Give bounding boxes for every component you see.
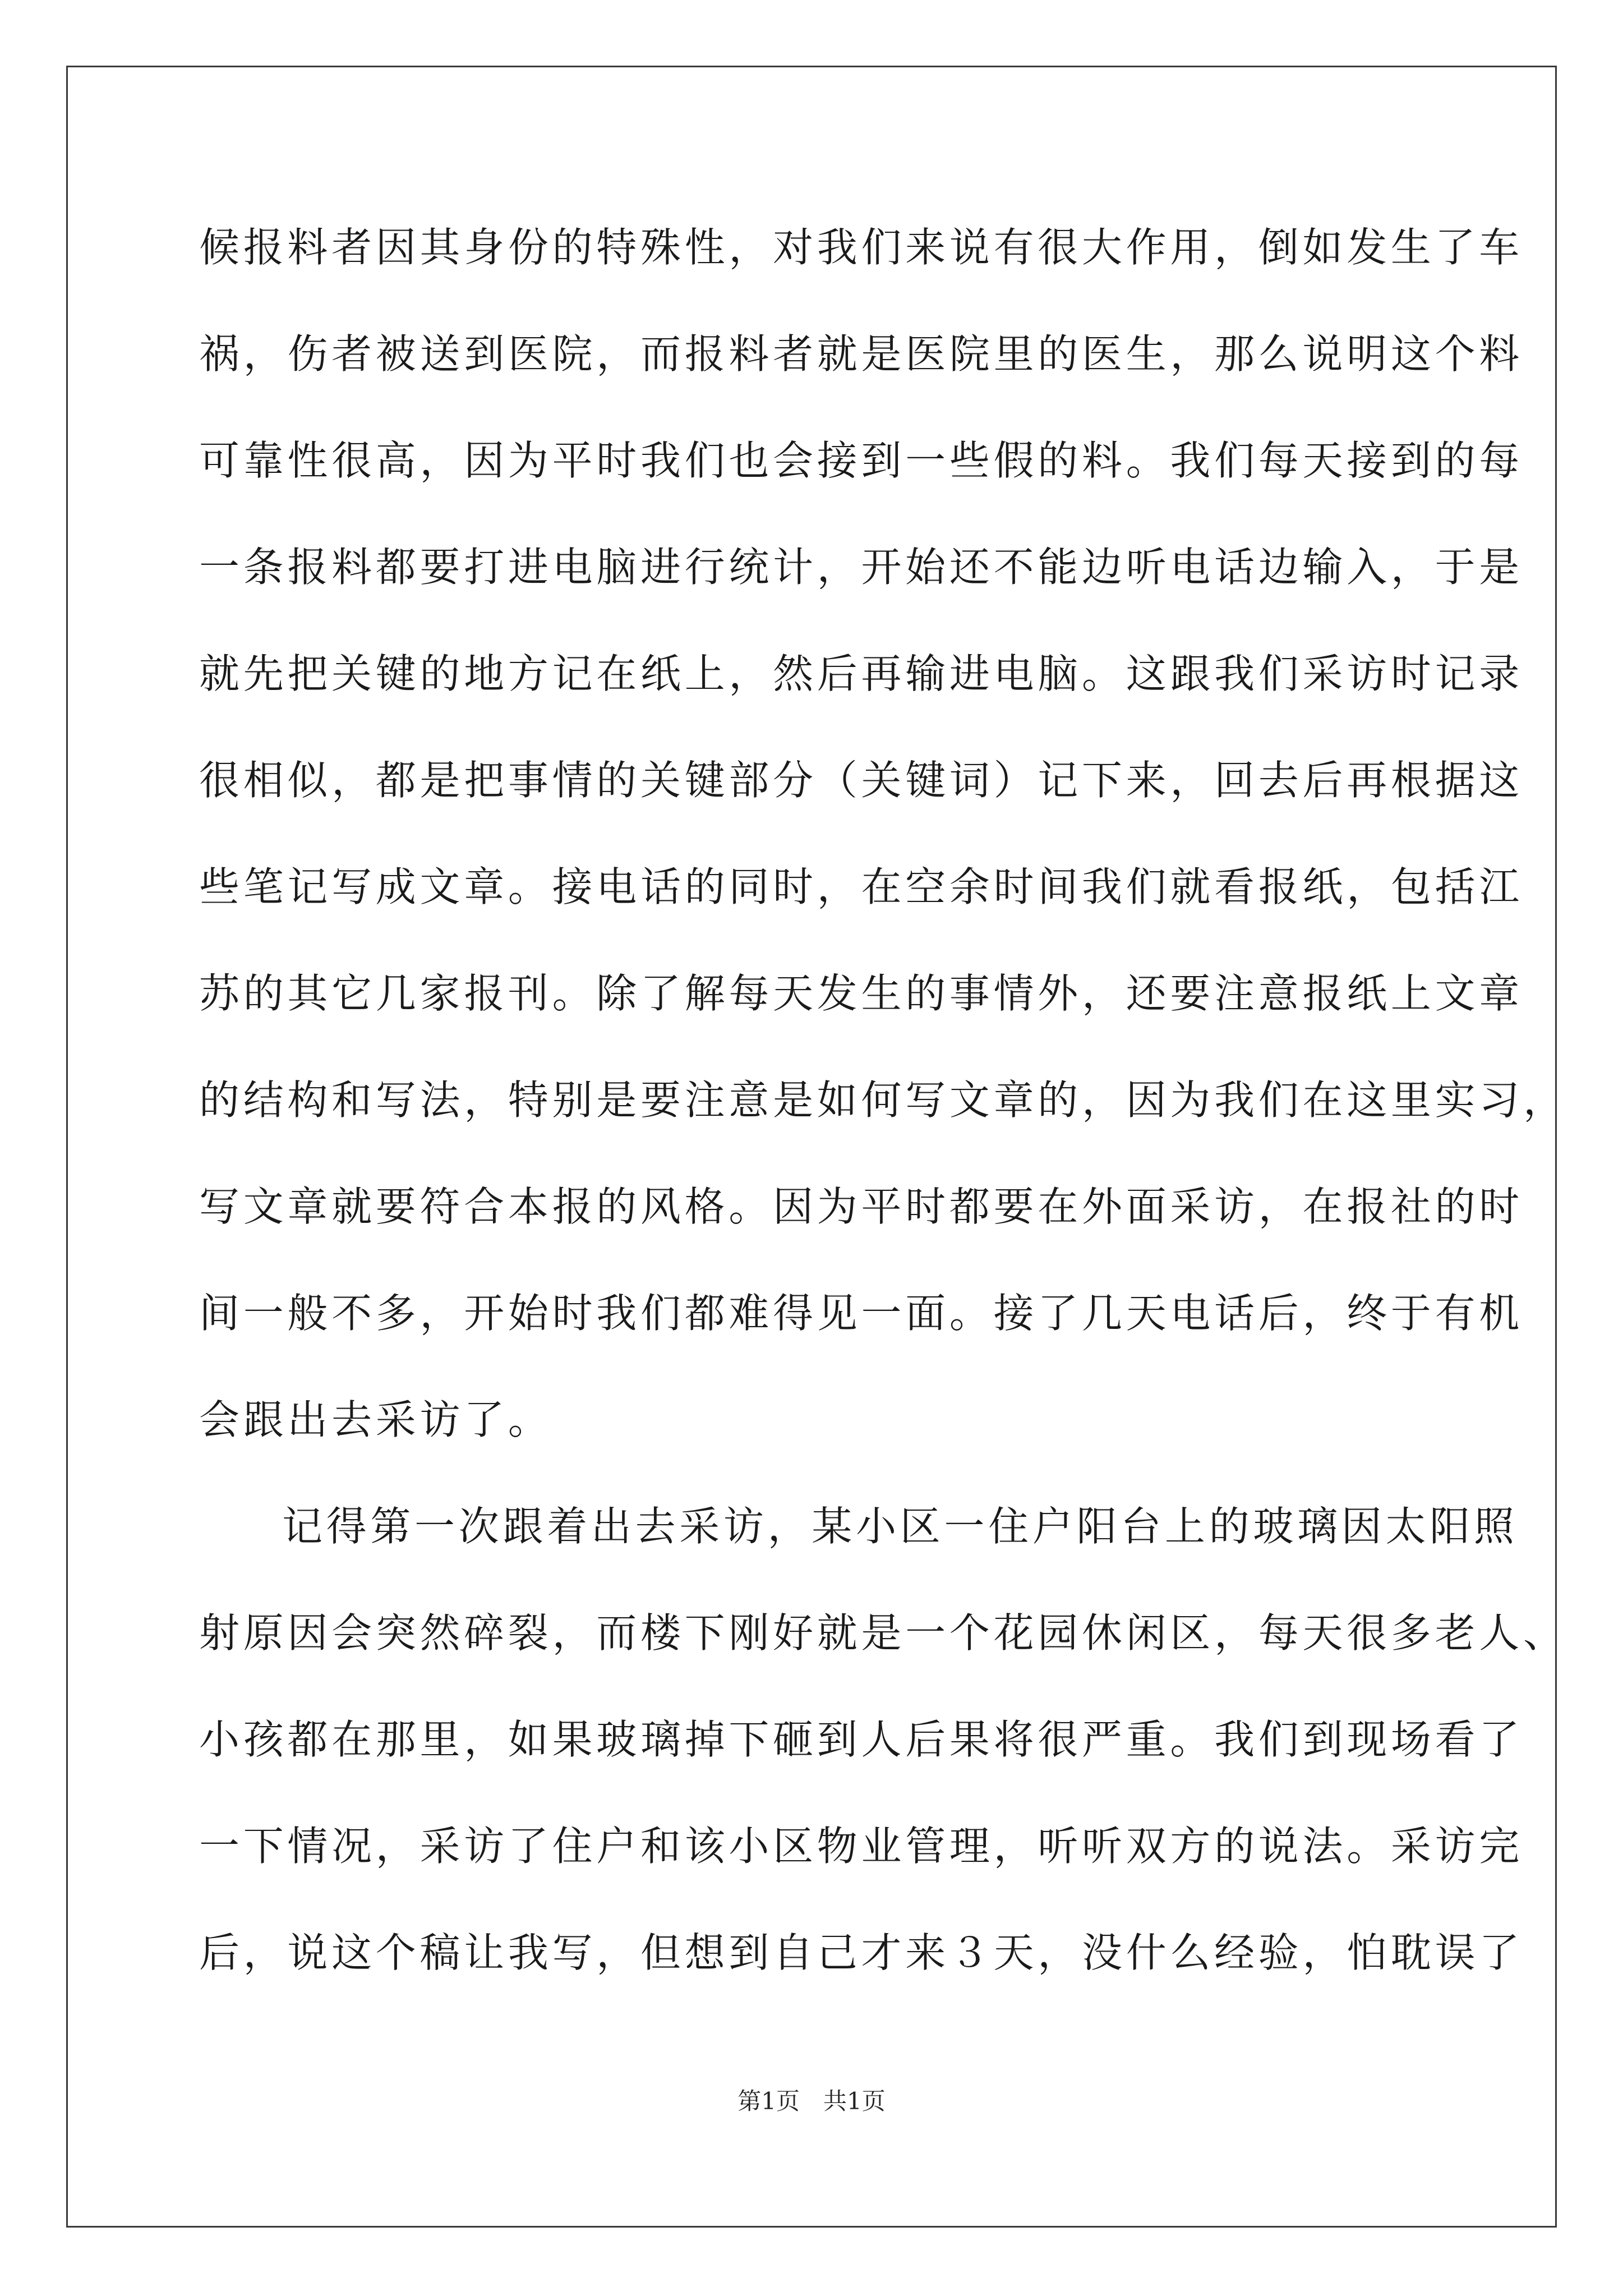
text-line: 一下情况，采访了住户和该小区物业管理，听听双方的说法。采访完 (199, 1823, 1524, 1870)
text-line: 间一般不多，开始时我们都难得见一面。接了几天电话后，终于有机 (199, 1290, 1524, 1337)
text-line: 苏的其它几家报刊。除了解每天发生的事情外，还要注意报纸上文章 (199, 970, 1524, 1017)
text-line: 小孩都在那里，如果玻璃掉下砸到人后果将很严重。我们到现场看了 (199, 1716, 1524, 1763)
text-line: 可靠性很高，因为平时我们也会接到一些假的料。我们每天接到的每 (199, 437, 1524, 484)
text-line: 写文章就要符合本报的风格。因为平时都要在外面采访，在报社的时 (199, 1183, 1524, 1230)
text-line: 的结构和写法，特别是要注意是如何写文章的，因为我们在这里实习， (199, 1076, 1567, 1124)
text-line: 后，说这个稿让我写，但想到自己才来３天，没什么经验，怕耽误了 (199, 1929, 1524, 1976)
text-line: 些笔记写成文章。接电话的同时，在空余时间我们就看报纸，包括江 (199, 863, 1524, 910)
text-line: 祸，伤者被送到医院，而报料者就是医院里的医生，那么说明这个料 (199, 330, 1524, 378)
text-line: 就先把关键的地方记在纸上，然后再输进电脑。这跟我们采访时记录 (199, 650, 1524, 697)
text-line: 射原因会突然碎裂，而楼下刚好就是一个花园休闲区，每天很多老人、 (199, 1609, 1567, 1657)
text-line: 会跟出去采访了。 (199, 1396, 552, 1443)
text-line: 候报料者因其身份的特殊性，对我们来说有很大作用，倒如发生了车 (199, 224, 1524, 271)
text-line: 一条报料都要打进电脑进行统计，开始还不能边听电话边输入，于是 (199, 544, 1524, 591)
paragraph-first-line: 记得第一次跟着出去采访，某小区一住户阳台上的玻璃因太阳照 (282, 1503, 1518, 1550)
page-border (66, 66, 1557, 2228)
page-number-footer: 第1页 共1页 (737, 2087, 886, 2115)
text-line: 很相似，都是把事情的关键部分（关键词）记下来，回去后再根据这 (199, 757, 1524, 804)
